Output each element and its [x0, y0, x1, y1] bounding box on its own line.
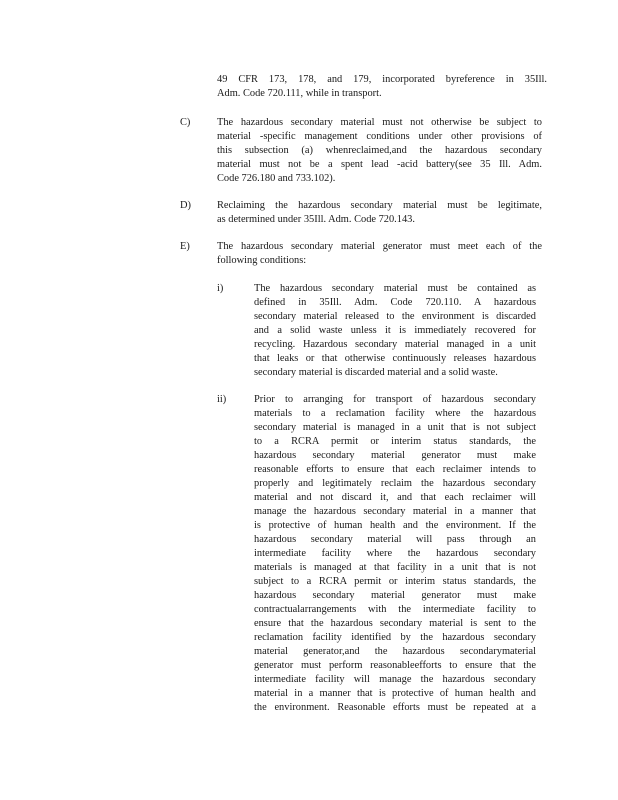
text-line: properly and legitimately reclaim the hazardous secondary: [254, 478, 536, 489]
text-line: materials is managed at that facility in a unit that is not: [254, 562, 536, 573]
text-line: the environment. Reasonable efforts must be repeated at a: [254, 702, 536, 713]
text-line: subject to a RCRA permit or interim status standards, the: [254, 576, 536, 587]
item-label: D): [180, 200, 191, 211]
text-line: contractualarrangements with the intermediate facility to: [254, 604, 536, 615]
item-body: [217, 199, 542, 227]
text-line: Code 726.180 and 733.102).: [217, 173, 336, 184]
text-line: defined in 35Ill. Adm. Code 720.110. A hazardous: [254, 297, 536, 308]
text-line: as determined under 35Ill. Adm. Code 720.143.: [217, 214, 415, 225]
text-line: this subsection (a) whenreclaimed,and the hazardous secondary: [217, 145, 542, 156]
text-line: The hazardous secondary material must be contained as: [254, 283, 536, 294]
text-line: Prior to arranging for transport of hazardous secondary: [254, 394, 536, 405]
text-line: material generator,and the hazardous secondarymaterial: [254, 646, 536, 657]
text-line: and a solid waste unless it is immediately recovered for: [254, 325, 536, 336]
text-line: reasonable efforts to ensure that each reclaimer intends to: [254, 464, 536, 475]
subitem-label: ii): [217, 394, 227, 405]
text-line: is protective of human health and the environment. If the: [254, 520, 536, 531]
text-line: following conditions:: [217, 255, 307, 266]
text-line: intermediate facility will manage the hazardous secondary: [254, 674, 536, 685]
text-line: The hazardous secondary material must not otherwise be subject to: [217, 117, 542, 128]
item-label: C): [180, 117, 191, 128]
text-line: materials to a reclamation facility where the hazardous: [254, 408, 536, 419]
text-line: material -specific management conditions under other provisions of: [217, 131, 542, 142]
text-line: The hazardous secondary material generator must meet each of the: [217, 241, 542, 252]
item-body: [217, 116, 542, 186]
item-body: [217, 240, 542, 268]
text-line: material and not discard it, and that each reclaimer will: [254, 492, 536, 503]
text-line: Reclaiming the hazardous secondary material must be legitimate,: [217, 200, 542, 211]
text-line: generator must perform reasonableefforts to ensure that the: [254, 660, 536, 671]
continuation-paragraph: [217, 73, 547, 101]
text-line: secondary material is discarded material and a solid waste.: [254, 367, 498, 378]
text-line: material in a manner that is protective of human health and: [254, 688, 536, 699]
text-line: ensure that the hazardous secondary material is sent to the: [254, 618, 536, 629]
text-line: secondary material is managed in a unit that is not subject: [254, 422, 536, 433]
subitem-label: i): [217, 283, 224, 294]
text-line: reclamation facility identified by the hazardous secondary: [254, 632, 536, 643]
text-line: material must not be a spent lead -acid battery(see 35 Ill. Adm.: [217, 159, 542, 170]
text-line: manage the hazardous secondary material in a manner that: [254, 506, 536, 517]
text-line: secondary material released to the environment is discarded: [254, 311, 536, 322]
item-label: E): [180, 241, 190, 252]
subitem-body: [254, 393, 536, 715]
text-line: hazardous secondary material generator must make: [254, 450, 536, 461]
text-line: Adm. Code 720.111, while in transport.: [217, 88, 382, 99]
text-line: recycling. Hazardous secondary material managed in a unit: [254, 339, 536, 350]
text-line: to a RCRA permit or interim status standards, the: [254, 436, 536, 447]
text-line: that leaks or that otherwise continuously releases hazardous: [254, 353, 536, 364]
text-line: 49 CFR 173, 178, and 179, incorporated byreference in 35Ill.: [217, 74, 547, 85]
subitem-body: [254, 282, 536, 380]
text-line: hazardous secondary material will pass through an: [254, 534, 536, 545]
text-line: intermediate facility where the hazardous secondary: [254, 548, 536, 559]
text-line: hazardous secondary material generator must make: [254, 590, 536, 601]
